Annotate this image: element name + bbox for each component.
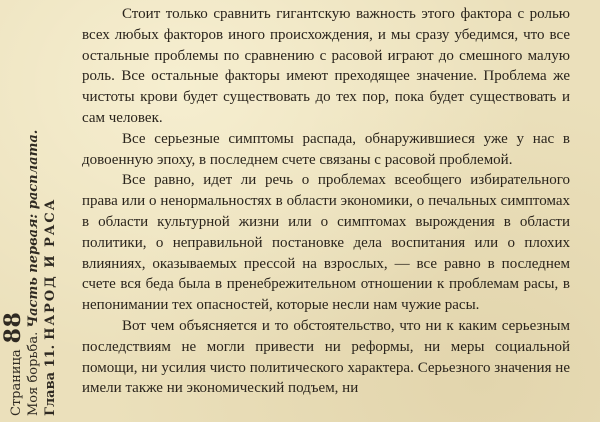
page-number: 88 (0, 311, 26, 344)
sidebar-line-chapter (42, 0, 59, 416)
paragraph: Все серьезные симптомы распада, обнаружившиеся уже у нас в довоенную эпоху, в последнем счете связаны с расовой проблемой. (82, 130, 570, 168)
paragraph: Стоит только сравнить гигантскую важность этого фактора с ролью всех любых факторов иного происхождения, и мы сразу убедимся, что все остальные проблемы по сравнению с расовой играют до смешного малую роль. Все остальные факторы имеют преходящее значение. Проблема же чистоты крови будет существовать до тех пор, пока будет существовать и сам человек. (82, 6, 570, 126)
page-label: Страница (9, 349, 24, 416)
chapter-title: НАРОД И РАСА (43, 197, 58, 340)
paragraph: Вот чем объясняется и то обстоятельство, что ни к каким серьезным последствиям не могли привести ни реформы, ни меры социальной помощи, ни усилия чисто политического характера. Серьезного значения не имели также ни экономический подъем, ни (82, 317, 570, 397)
sidebar-line-top (0, 0, 26, 416)
chapter-label: Глава 11. (43, 344, 58, 416)
sidebar-line-book (25, 0, 42, 416)
book-part: Часть первая: расплата. (26, 129, 41, 328)
book-title: Моя борьба. (26, 331, 41, 416)
body-text (82, 4, 570, 399)
page-sidebar (0, 0, 64, 422)
paragraph: Все равно, идет ли речь о проблемах всеобщего избирательного права или о ненормальностях в области экономики, о печальных симптомах в области культурной жизни или о симптомах вырождения в области политики, о неправильной постановке дела воспитания или о плохих влияниях, оказываемых прессой на взрослых, — все равно в последнем счете вся беда была в пренебрежительном отношении к проблемам расы, в непонимании тех опасностей, которые несли нам чужие расы. (82, 172, 570, 314)
sidebar-text (0, 0, 64, 422)
